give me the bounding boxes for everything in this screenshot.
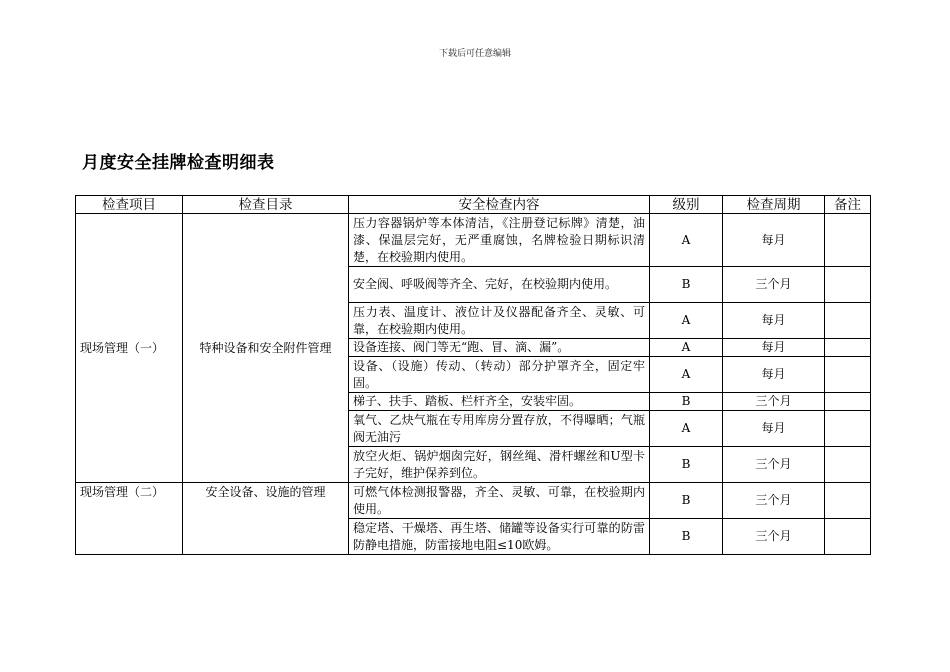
group-item: 现场管理（二）: [76, 483, 183, 555]
header-inspection-item: 检查项目: [76, 196, 183, 214]
header-level: 级别: [650, 196, 723, 214]
row-level: B: [650, 519, 723, 555]
row-period: 每月: [723, 214, 825, 267]
row-content: 设备、（设施）传动、（转动）部分护罩齐全，固定牢固。: [349, 357, 650, 393]
row-note: [825, 214, 871, 267]
row-level: A: [650, 214, 723, 267]
row-period: 三个月: [723, 483, 825, 519]
header-note: 备注: [825, 196, 871, 214]
table-row: [76, 483, 871, 519]
row-content: 放空火炬、锅炉烟囱完好，钢丝绳、滑杆螺丝和U型卡子完好，维护保养到位。: [349, 447, 650, 483]
row-period: 三个月: [723, 393, 825, 411]
row-note: [825, 519, 871, 555]
row-period: 三个月: [723, 447, 825, 483]
row-note: [825, 357, 871, 393]
row-period: 每月: [723, 411, 825, 447]
row-note: [825, 483, 871, 519]
row-content: 梯子、扶手、踏板、栏杆齐全，安装牢固。: [349, 393, 650, 411]
header-inspection-content: 安全检查内容: [349, 196, 650, 214]
row-content: 可燃气体检测报警器，齐全、灵敏、可靠，在校验期内使用。: [349, 483, 650, 519]
row-period: 三个月: [723, 519, 825, 555]
row-period: 每月: [723, 339, 825, 357]
row-level: B: [650, 393, 723, 411]
row-period: 每月: [723, 303, 825, 339]
row-note: [825, 339, 871, 357]
row-level: A: [650, 357, 723, 393]
row-note: [825, 267, 871, 303]
row-level: A: [650, 411, 723, 447]
header-period: 检查周期: [723, 196, 825, 214]
row-note: [825, 447, 871, 483]
row-level: B: [650, 267, 723, 303]
table-header-row: [76, 196, 871, 214]
row-level: A: [650, 303, 723, 339]
row-period: 三个月: [723, 267, 825, 303]
row-note: [825, 411, 871, 447]
header-inspection-category: 检查目录: [183, 196, 349, 214]
row-content: 稳定塔、干燥塔、再生塔、储罐等设备实行可靠的防雷防静电措施，防雷接地电阻≤10欧姆。: [349, 519, 650, 555]
group-item: 现场管理（一）: [76, 214, 183, 483]
inspection-table: [75, 195, 871, 555]
row-content: 压力表、温度计、液位计及仪器配备齐全、灵敏、可靠，在校验期内使用。: [349, 303, 650, 339]
row-content: 压力容器锅炉等本体清洁，《注册登记标牌》清楚，油漆、保温层完好，无严重腐蚀，名牌检验日期标识清楚，在校验期内使用。: [349, 214, 650, 267]
group-category: 安全设备、设施的管理: [183, 483, 349, 555]
page-title: 月度安全挂牌检查明细表: [82, 153, 275, 173]
row-level: A: [650, 339, 723, 357]
row-content: 安全阀、呼吸阀等齐全、完好，在校验期内使用。: [349, 267, 650, 303]
group-category: 特种设备和安全附件管理: [183, 214, 349, 483]
table-row: [76, 214, 871, 267]
row-level: B: [650, 483, 723, 519]
header-note: 下载后可任意编辑: [438, 49, 511, 59]
row-note: [825, 303, 871, 339]
row-content: 氧气、乙炔气瓶在专用库房分置存放，不得曝晒；气瓶阀无油污: [349, 411, 650, 447]
row-note: [825, 393, 871, 411]
row-content: 设备连接、阀门等无“跑、冒、滴、漏”。: [349, 339, 650, 357]
row-level: B: [650, 447, 723, 483]
row-period: 每月: [723, 357, 825, 393]
